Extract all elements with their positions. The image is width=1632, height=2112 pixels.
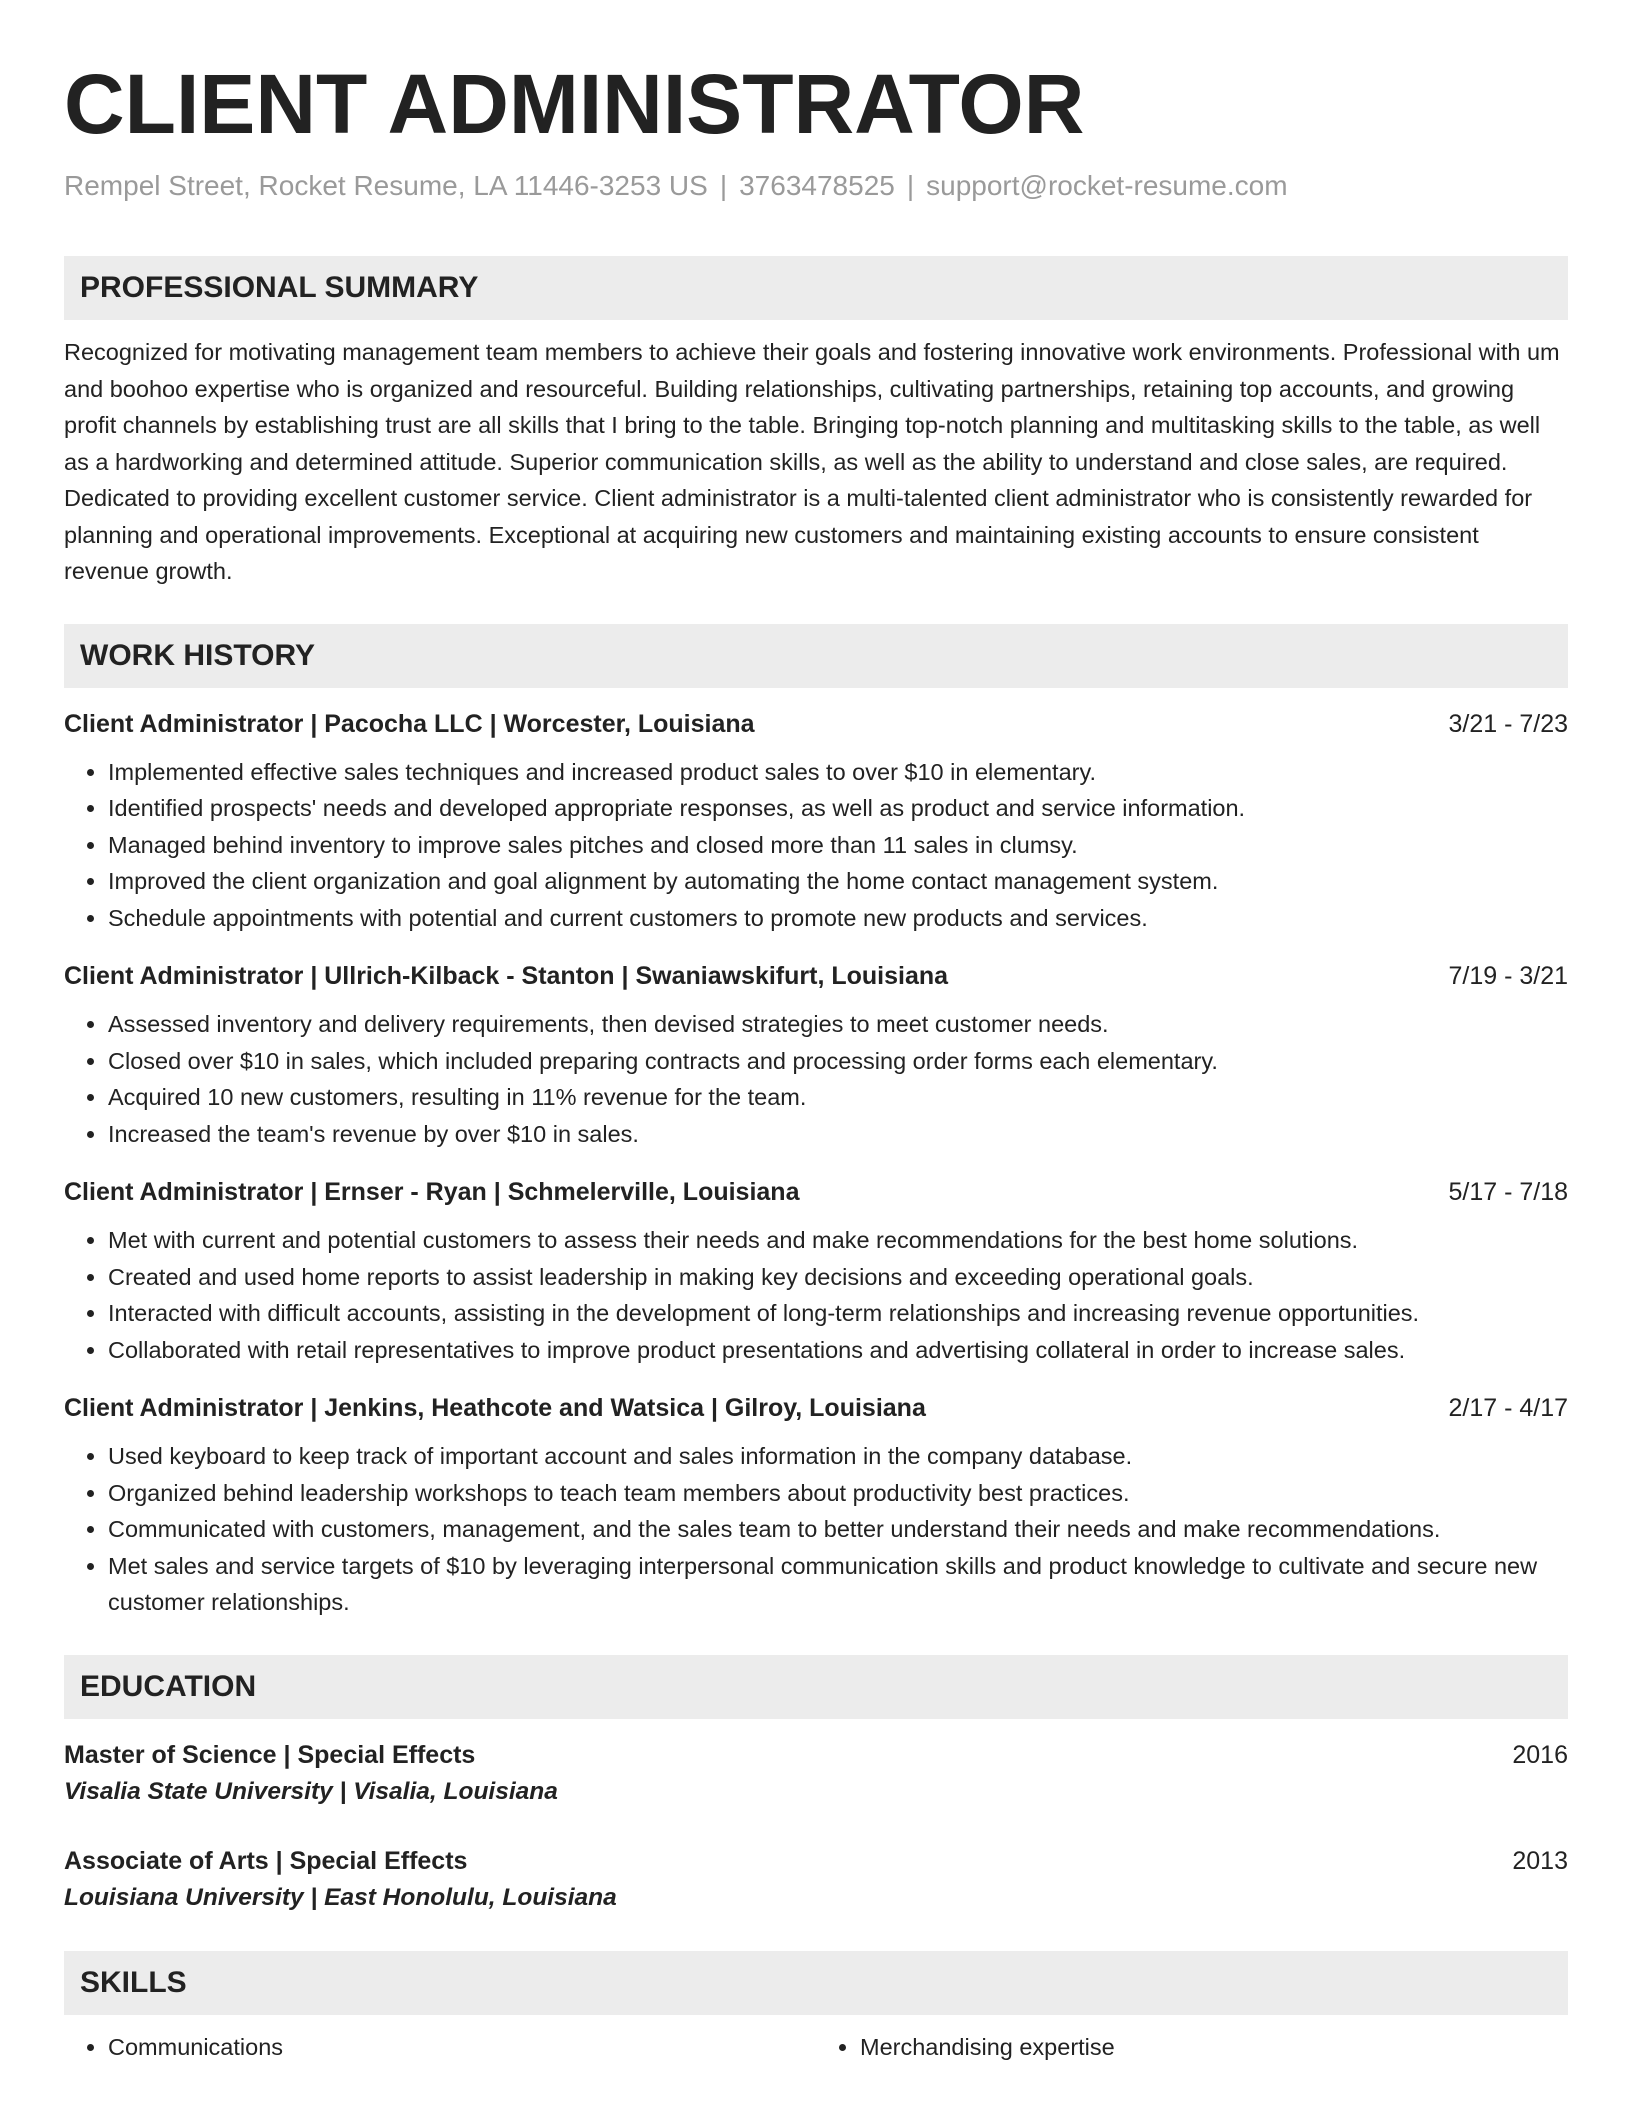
section-header-summary: PROFESSIONAL SUMMARY bbox=[64, 256, 1568, 320]
job-heading: Client Administrator | Jenkins, Heathcote and Watsica | Gilroy, Louisiana bbox=[64, 1394, 926, 1422]
list-item: • Identified prospects' needs and developed appropriate responses, as well as product and service information. bbox=[108, 790, 1568, 827]
list-item: • Implemented effective sales techniques and increased product sales to over $10 in elementary. bbox=[108, 754, 1568, 791]
job-dates: 3/21 - 7/23 bbox=[1448, 709, 1568, 738]
section-header-education: EDUCATION bbox=[64, 1655, 1568, 1719]
education-entry bbox=[64, 1737, 1568, 1811]
contact-separator: | bbox=[906, 170, 915, 201]
list-item: • Communicated with customers, management, and the sales team to better understand their needs and make recommendations. bbox=[108, 1511, 1568, 1548]
list-item: • Met sales and service targets of $10 by leveraging interpersonal communication skills and product knowledge to cultivate and secure new customer relationships. bbox=[108, 1548, 1568, 1621]
list-item: • Managed behind inventory to improve sales pitches and closed more than 11 sales in clumsy. bbox=[108, 827, 1568, 864]
education-school: Visalia State University | Visalia, Louisiana bbox=[64, 1777, 558, 1805]
resume-name: CLIENT ADMINISTRATOR bbox=[64, 57, 1085, 151]
job-dates: 2/17 - 4/17 bbox=[1448, 1394, 1568, 1422]
list-item: • Closed over $10 in sales, which included preparing contracts and processing order forms each elementary. bbox=[108, 1043, 1568, 1080]
education-school: Louisiana University | East Honolulu, Louisiana bbox=[64, 1883, 617, 1911]
contact-separator: | bbox=[719, 170, 728, 201]
summary-text: Recognized for motivating management team members to achieve their goals and fostering innovative work environments. Professional with um and boohoo expertise who is organized and resourceful. Building relationships, cultivating partnerships, retaining top accounts, and growing profit channels by establishing trust are all skills that I bring to the table. Bringing top-notch planning and multitasking skills to the table, as well as a hardworking and determined attitude. Superior communication skills, as well as the ability to understand and close sales, are required. Dedicated to providing excellent customer service. Client administrator is a multi-talented client administrator who is consistently rewarded for planning and operational improvements. Exceptional at acquiring new customers and maintaining existing accounts to ensure consistent revenue growth. bbox=[64, 339, 1560, 584]
list-item: • Schedule appointments with potential and current customers to promote new products and services. bbox=[108, 900, 1568, 937]
job-dates: 5/17 - 7/18 bbox=[1448, 1178, 1568, 1206]
list-item: • Acquired 10 new customers, resulting in 11% revenue for the team. bbox=[108, 1079, 1568, 1116]
job-bullets bbox=[64, 754, 1568, 937]
list-item: • Merchandising expertise bbox=[860, 2029, 1568, 2065]
list-item: • Met with current and potential customers to assess their needs and make recommendations for the best home solutions. bbox=[108, 1222, 1568, 1259]
skills-list bbox=[64, 2029, 1568, 2065]
job-bullets bbox=[64, 1222, 1568, 1368]
job-entry bbox=[64, 958, 1568, 1152]
job-dates: 7/19 - 3/21 bbox=[1448, 962, 1568, 990]
list-item: • Increased the team's revenue by over $10 in sales. bbox=[108, 1116, 1568, 1153]
job-heading: Client Administrator | Pacocha LLC | Worcester, Louisiana bbox=[64, 709, 755, 738]
skills-column-left bbox=[64, 2029, 816, 2065]
job-bullets bbox=[64, 1438, 1568, 1621]
section-header-skills: SKILLS bbox=[64, 1951, 1568, 2015]
education-degree: Master of Science | Special Effects bbox=[64, 1740, 476, 1769]
education-year: 2013 bbox=[1512, 1846, 1568, 1875]
education-degree: Associate of Arts | Special Effects bbox=[64, 1846, 468, 1875]
contact-email: support@rocket-resume.com bbox=[926, 170, 1288, 201]
job-heading: Client Administrator | Ullrich-Kilback - Stanton | Swaniawskifurt, Louisiana bbox=[64, 962, 949, 990]
list-item: • Improved the client organization and goal alignment by automating the home contact management system. bbox=[108, 863, 1568, 900]
list-item: • Used keyboard to keep track of important account and sales information in the company database. bbox=[108, 1438, 1568, 1475]
education-entry bbox=[64, 1843, 1568, 1917]
job-heading: Client Administrator | Ernser - Ryan | Schmelerville, Louisiana bbox=[64, 1178, 800, 1206]
list-item: • Interacted with difficult accounts, assisting in the development of long-term relationships and increasing revenue opportunities. bbox=[108, 1295, 1568, 1332]
contact-address: Rempel Street, Rocket Resume, LA 11446-3253 US bbox=[64, 170, 708, 201]
section-header-work-history: WORK HISTORY bbox=[64, 624, 1568, 688]
list-item: • Organized behind leadership workshops to teach team members about productivity best practices. bbox=[108, 1475, 1568, 1512]
education-year: 2016 bbox=[1512, 1740, 1568, 1769]
skills-column-right bbox=[816, 2029, 1568, 2065]
contact-phone: 3763478525 bbox=[739, 170, 895, 201]
job-entry bbox=[64, 1390, 1568, 1621]
job-entry bbox=[64, 706, 1568, 937]
contact-line bbox=[64, 168, 1568, 204]
list-item: • Assessed inventory and delivery requirements, then devised strategies to meet customer needs. bbox=[108, 1006, 1568, 1043]
job-bullets bbox=[64, 1006, 1568, 1152]
list-item: • Collaborated with retail representatives to improve product presentations and advertising collateral in order to increase sales. bbox=[108, 1332, 1568, 1369]
list-item: • Communications bbox=[108, 2029, 816, 2065]
job-entry bbox=[64, 1174, 1568, 1368]
list-item: • Created and used home reports to assist leadership in making key decisions and exceeding operational goals. bbox=[108, 1259, 1568, 1296]
